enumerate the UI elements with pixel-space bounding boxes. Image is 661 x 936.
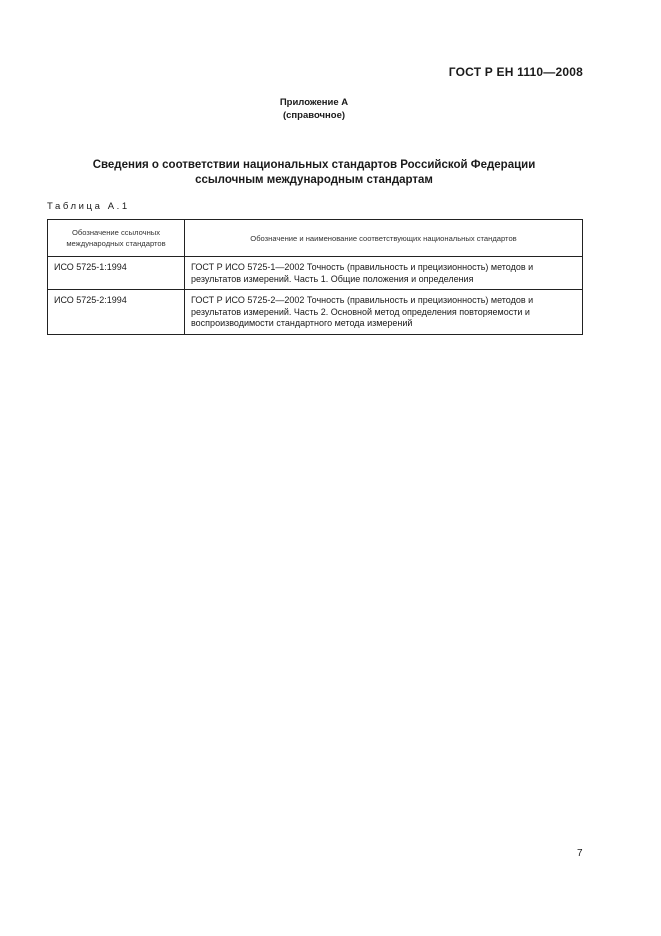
- cell-international-standard: ИСО 5725-2:1994: [48, 290, 185, 335]
- cell-national-standard: ГОСТ Р ИСО 5725-2—2002 Точность (правильность и прецизионность) методов и результатов измерений. Часть 2. Основной метод определения повторяемости и воспроизводимости стандартного метода измерений: [185, 290, 583, 335]
- section-title: [0, 158, 628, 188]
- page-number: 7: [577, 848, 583, 859]
- table-header-row: [48, 220, 583, 257]
- table-row: [48, 257, 583, 290]
- annex-status: (справочное): [282, 110, 346, 121]
- standards-correspondence-table: [47, 219, 583, 335]
- column-header-international: Обозначение ссылочных международных стандартов: [48, 220, 185, 257]
- cell-national-standard: ГОСТ Р ИСО 5725-1—2002 Точность (правильность и прецизионность) методов и результатов измерений. Часть 1. Общие положения и определения: [185, 257, 583, 290]
- section-title-line-2: ссылочным международным стандартам: [195, 174, 433, 186]
- annex-title: Приложение А: [279, 97, 349, 108]
- cell-international-standard: ИСО 5725-1:1994: [48, 257, 185, 290]
- table-row: [48, 290, 583, 335]
- document-code: ГОСТ Р ЕН 1110—2008: [448, 65, 583, 79]
- column-header-national: Обозначение и наименование соответствующих национальных стандартов: [185, 220, 583, 257]
- table-caption: Таблица А.1: [47, 201, 130, 212]
- annex-heading: [0, 96, 628, 122]
- section-title-line-1: Сведения о соответствии национальных стандартов Российской Федерации: [92, 159, 536, 171]
